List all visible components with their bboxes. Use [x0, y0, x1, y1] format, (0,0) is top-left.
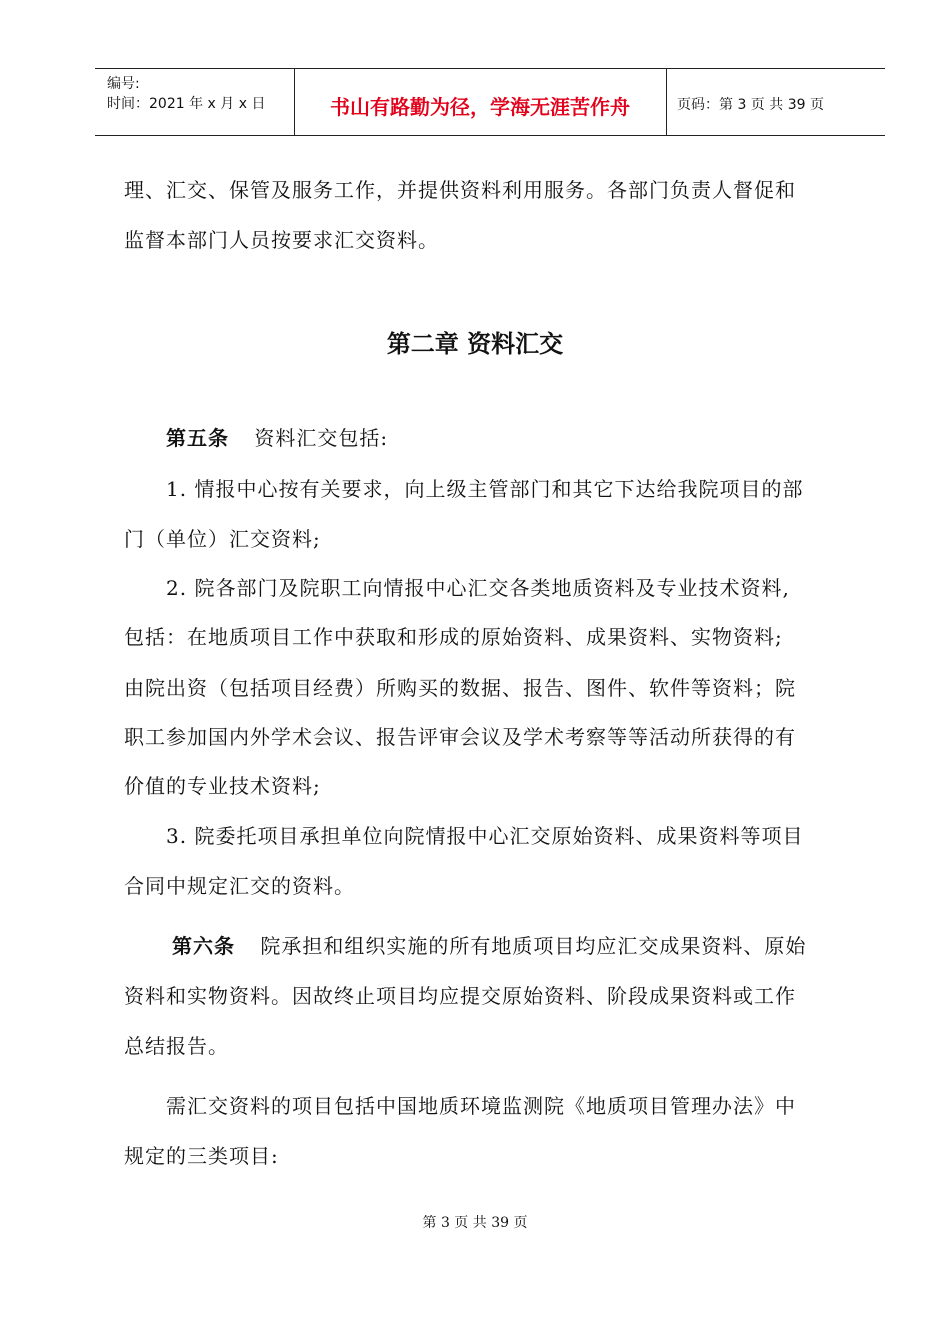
item-1-line: 1. 情报中心按有关要求，向上级主管部门和其它下达给我院项目的部 — [166, 477, 804, 501]
item-3-line: 合同中规定汇交的资料。 — [124, 874, 355, 898]
item-2-line: 2. 院各部门及院职工向情报中心汇交各类地质资料及专业技术资料, — [166, 576, 790, 600]
item-2-line: 职工参加国内外学术会议、报告评审会议及学术考察等等活动所获得的有 — [124, 725, 796, 749]
chapter-title: 第二章 资料汇交 — [386, 330, 564, 358]
article-5-heading — [166, 424, 388, 452]
document-time-label: 时间：2021 年 x 月 x 日 — [107, 96, 266, 112]
body-line: 监督本部门人员按要求汇交资料。 — [124, 228, 439, 252]
document-header — [95, 68, 885, 136]
document-code-label: 编号: — [107, 76, 140, 92]
article-6-heading — [172, 932, 806, 960]
body-line: 理、汇交、保管及服务工作，并提供资料利用服务。各部门负责人督促和 — [124, 178, 796, 202]
item-2-line: 价值的专业技术资料; — [124, 774, 321, 798]
article-6-line: 资料和实物资料。因故终止项目均应提交原始资料、阶段成果资料或工作 — [124, 984, 796, 1008]
article-6-label: 第六条 — [172, 934, 235, 958]
page-footer: 第 3 页 共 39 页 — [422, 1215, 528, 1231]
article-5-label: 第五条 — [166, 426, 229, 450]
paragraph-line: 需汇交资料的项目包括中国地质环境监测院《地质项目管理办法》中 — [166, 1094, 796, 1118]
article-6-text: 院承担和组织实施的所有地质项目均应汇交成果资料、原始 — [260, 934, 807, 958]
paragraph-line: 规定的三类项目: — [124, 1144, 279, 1168]
header-page-info: 页码：第 3 页 共 39 页 — [677, 97, 824, 113]
header-motto: 书山有路勤为径，学海无涯苦作舟 — [330, 95, 630, 119]
item-2-line: 由院出资（包括项目经费）所购买的数据、报告、图件、软件等资料；院 — [124, 676, 796, 700]
article-5-text: 资料汇交包括: — [254, 426, 389, 450]
item-1-line: 门（单位）汇交资料; — [124, 527, 321, 551]
header-motto-cell — [294, 69, 667, 135]
item-2-line: 包括：在地质项目工作中获取和形成的原始资料、成果资料、实物资料; — [124, 625, 783, 649]
item-3-line: 3. 院委托项目承担单位向院情报中心汇交原始资料、成果资料等项目 — [166, 824, 804, 848]
header-meta-cell — [95, 69, 295, 135]
article-6-line: 总结报告。 — [124, 1034, 229, 1058]
header-page-cell — [667, 69, 885, 135]
